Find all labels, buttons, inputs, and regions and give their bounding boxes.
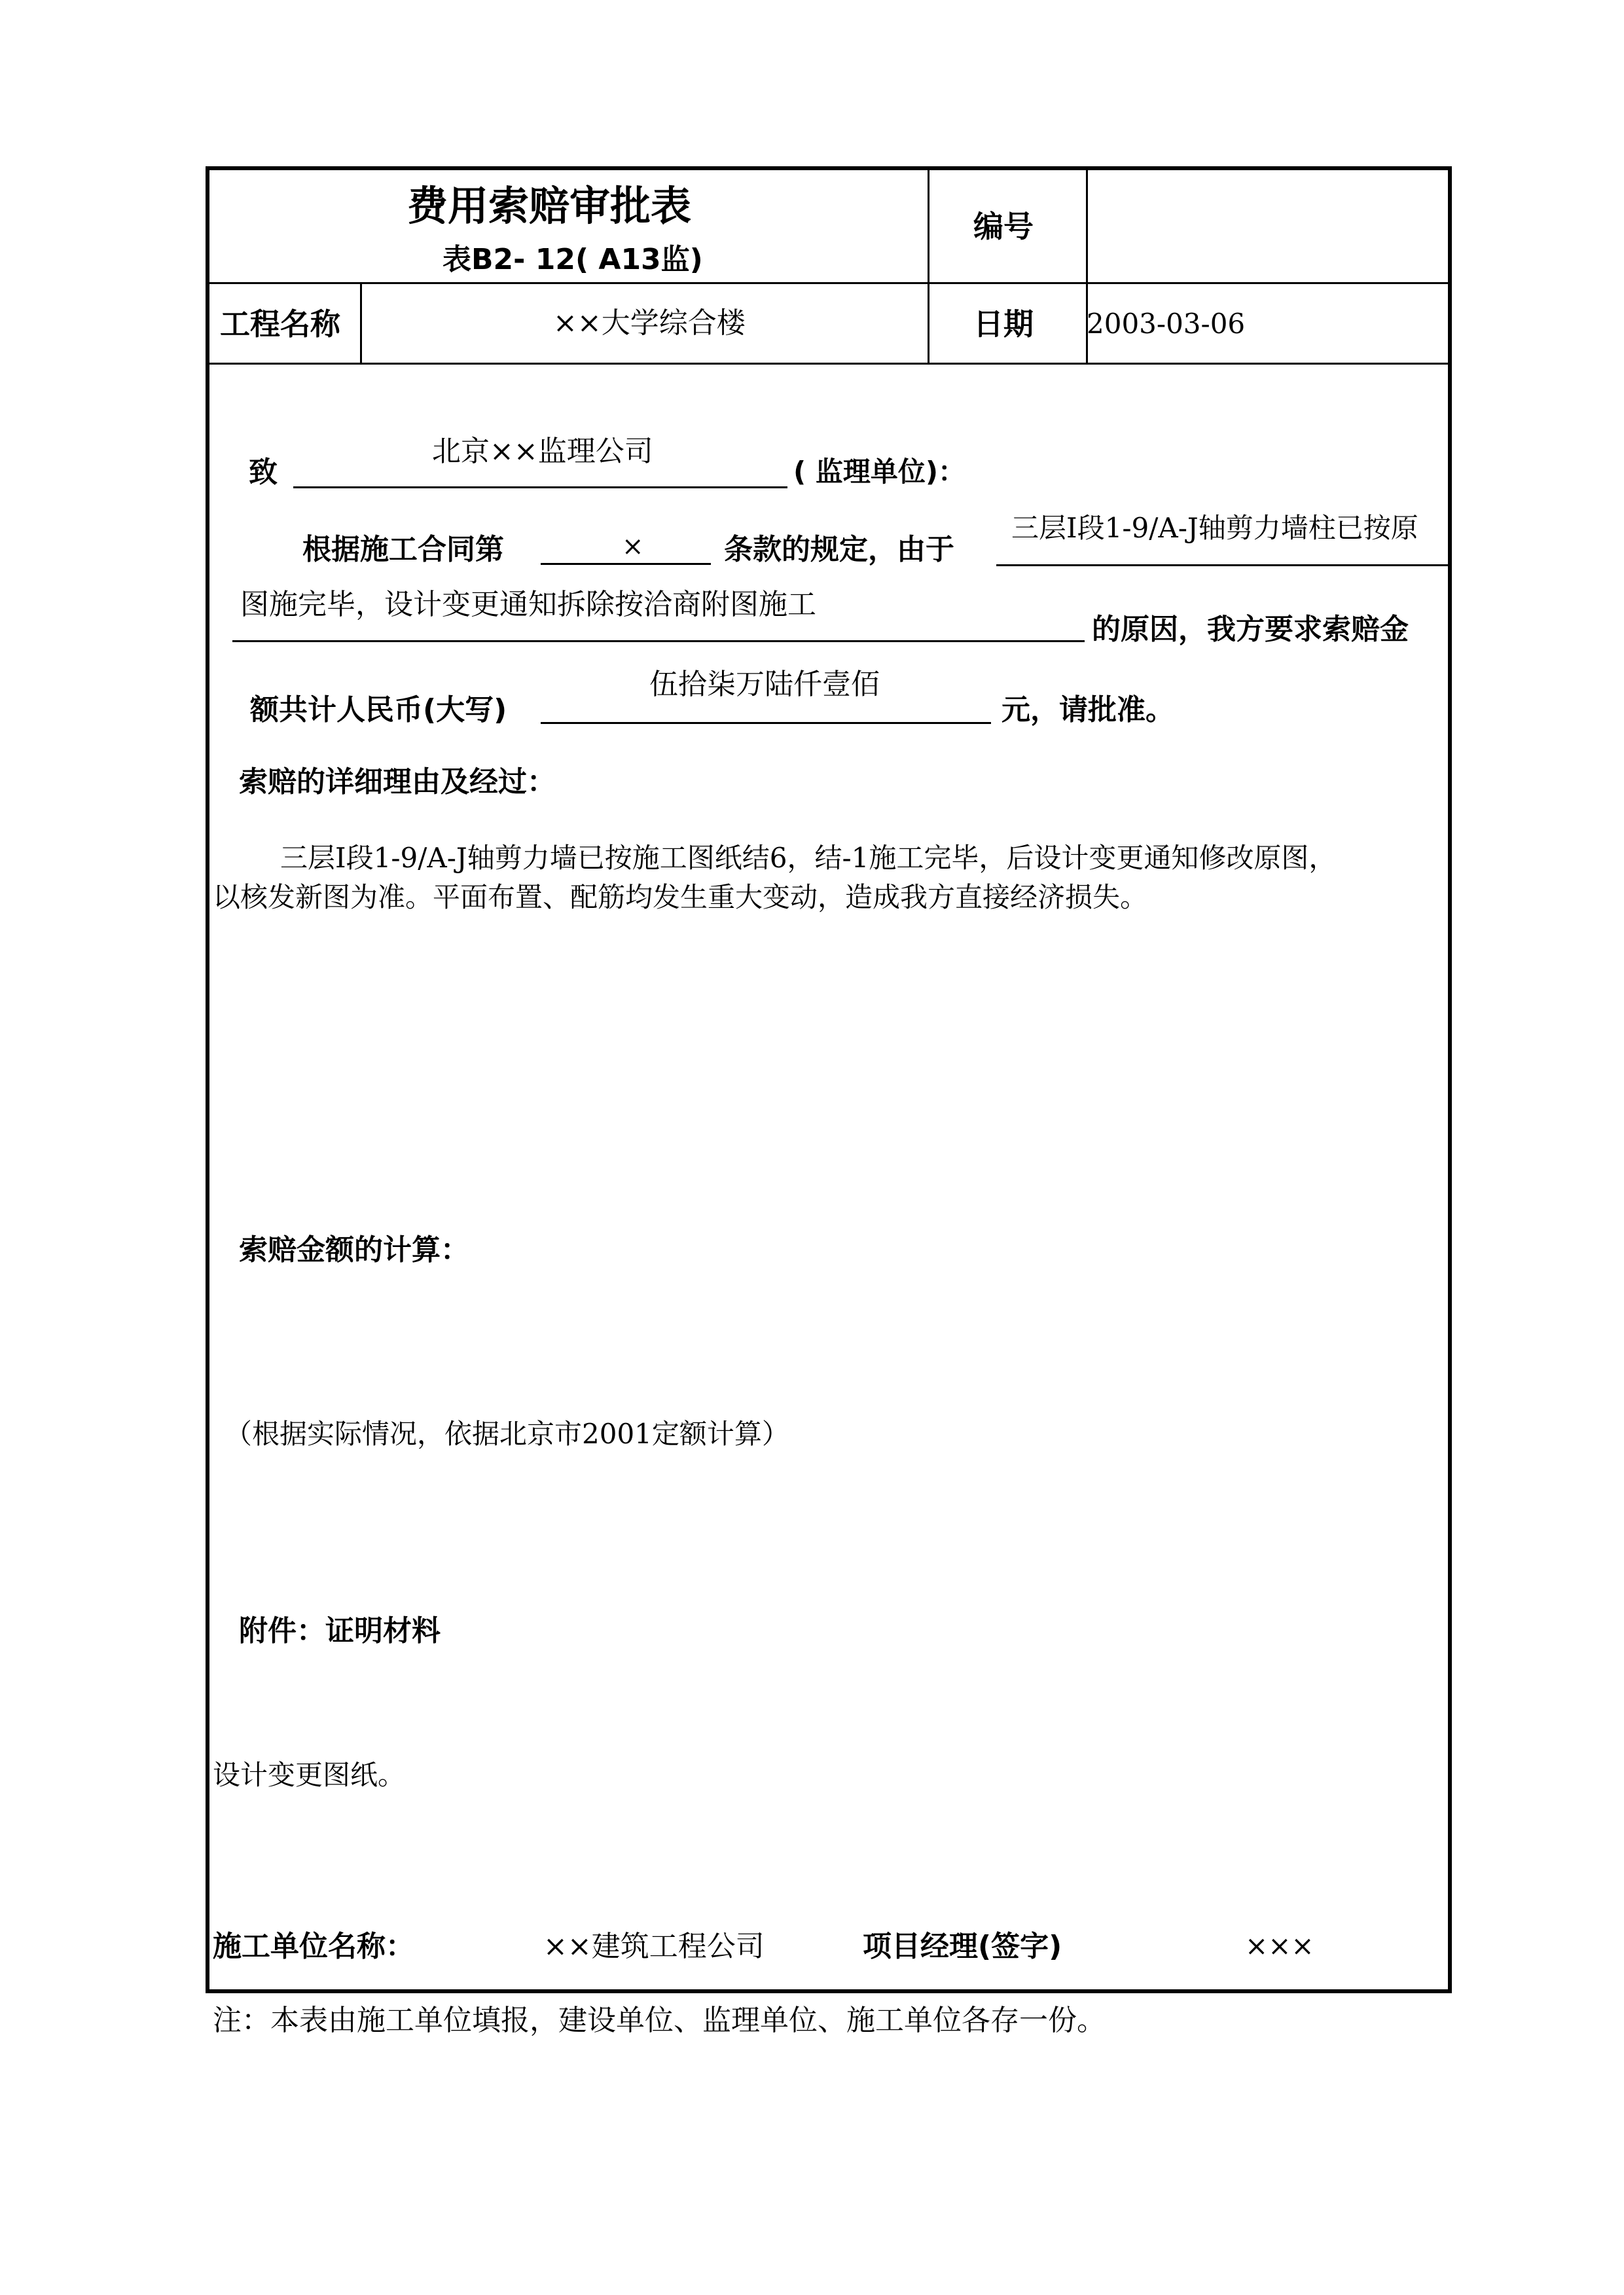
calculation-heading: 索赔金额的计算： bbox=[239, 1233, 469, 1267]
amount-prefix: 额共计人民币(大写) bbox=[250, 693, 507, 727]
form-code: 表B2- 12( A13监) bbox=[442, 243, 703, 276]
contract-prefix: 根据施工合同第 bbox=[302, 533, 504, 566]
reason-line-2: 图施完毕，设计变更通知拆除按洽商附图施工 bbox=[240, 588, 816, 621]
project-manager-signature: ××× bbox=[1245, 1930, 1314, 1962]
details-heading: 索赔的详细理由及经过： bbox=[239, 765, 556, 799]
claim-approval-form bbox=[206, 166, 1452, 1993]
number-label: 编号 bbox=[973, 209, 1034, 244]
amount-underline bbox=[541, 722, 991, 724]
project-name-label: 工程名称 bbox=[220, 306, 340, 342]
project-manager-label: 项目经理(签字) bbox=[863, 1930, 1062, 1963]
to-underline bbox=[293, 486, 787, 488]
project-name-value: ××大学综合楼 bbox=[553, 306, 746, 340]
reason-underline-2 bbox=[232, 640, 1085, 642]
contract-clause-underline bbox=[541, 563, 711, 565]
contract-suffix: 条款的规定，由于 bbox=[724, 533, 954, 566]
to-label: 致 bbox=[249, 456, 278, 489]
date-value: 2003-03-06 bbox=[1087, 308, 1246, 340]
reason-suffix: 的原因，我方要求索赔金 bbox=[1092, 613, 1409, 646]
attachment-item: 设计变更图纸。 bbox=[213, 1759, 406, 1791]
amount-suffix: 元，请批准。 bbox=[1001, 693, 1174, 727]
reason-underline-1 bbox=[996, 564, 1448, 566]
to-suffix: ( 监理单位)： bbox=[793, 456, 966, 488]
header-divider bbox=[209, 282, 1448, 284]
footer-note: 注：本表由施工单位填报，建设单位、监理单位、施工单位各存一份。 bbox=[213, 2004, 1106, 2037]
construction-unit-label: 施工单位名称： bbox=[213, 1930, 414, 1963]
construction-unit-value: ××建筑工程公司 bbox=[543, 1930, 765, 1963]
date-label: 日期 bbox=[973, 306, 1034, 342]
to-value: 北京××监理公司 bbox=[432, 435, 653, 468]
contract-clause: × bbox=[622, 532, 644, 562]
project-label-divider bbox=[360, 282, 362, 363]
calculation-note: （根据实际情况，依据北京市2001定额计算） bbox=[225, 1418, 789, 1450]
details-line-1: 三层Ⅰ段1-9/A-J轴剪力墙已按施工图纸结6，结-1施工完毕，后设计变更通知修改原图， bbox=[280, 842, 1337, 874]
title-column-divider bbox=[928, 170, 929, 363]
details-line-2: 以核发新图为准。平面布置、配筋均发生重大变动，造成我方直接经济损失。 bbox=[213, 881, 1148, 913]
attachments-heading: 附件：证明材料 bbox=[239, 1614, 441, 1648]
form-title: 费用索赔审批表 bbox=[407, 182, 692, 230]
project-row-divider bbox=[209, 363, 1448, 365]
amount-value: 伍拾柒万陆仟壹佰 bbox=[649, 668, 880, 701]
reason-line-1: 三层Ⅰ段1-9/A-J轴剪力墙柱已按原 bbox=[1011, 512, 1418, 544]
